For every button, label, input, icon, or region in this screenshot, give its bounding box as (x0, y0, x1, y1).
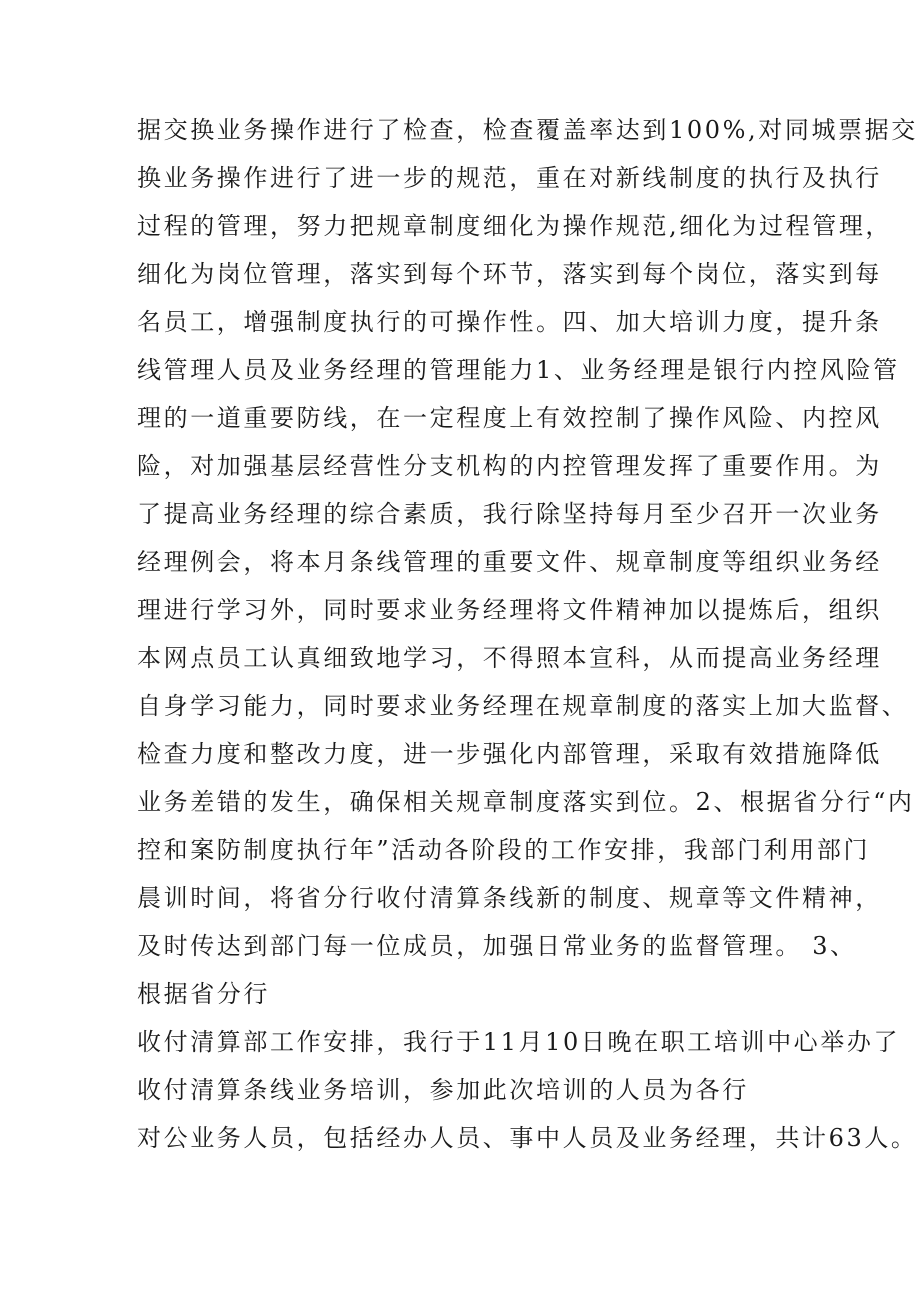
text-line-3: 过程的管理，努力把规章制度细化为操作规范,细化为过程管理， (137, 212, 893, 240)
text-line-11: 理进行学习外，同时要求业务经理将文件精神加以提炼后，组织 (137, 596, 882, 624)
text-line-10: 经理例会，将本月条线管理的重要文件、规章制度等组织业务经 (137, 548, 882, 576)
text-line-17: 晨训时间，将省分行收付清算条线新的制度、规章等文件精神， (137, 884, 882, 912)
text-line-4: 细化为岗位管理，落实到每个环节，落实到每个岗位，落实到每 (137, 260, 882, 288)
text-line-1: 据交换业务操作进行了检查，检查覆盖率达到100%,对同城票据交 (137, 116, 918, 144)
text-line-14: 检查力度和整改力度，进一步强化内部管理，采取有效措施降低 (137, 740, 882, 768)
text-line-6: 线管理人员及业务经理的管理能力1、业务经理是银行内控风险管 (137, 356, 900, 384)
text-line-19: 根据省分行 (137, 980, 270, 1008)
text-line-9: 了提高业务经理的综合素质，我行除坚持每月至少召开一次业务 (137, 500, 882, 528)
text-line-22: 对公业务人员，包括经办人员、事中人员及业务经理，共计63人。 (137, 1124, 918, 1152)
text-line-12: 本网点员工认真细致地学习，不得照本宣科，从而提高业务经理 (137, 644, 882, 672)
text-line-13: 自身学习能力，同时要求业务经理在规章制度的落实上加大监督、 (137, 692, 909, 720)
text-line-21: 收付清算条线业务培训，参加此次培训的人员为各行 (137, 1076, 749, 1104)
text-line-18: 及时传达到部门每一位成员，加强日常业务的监督管理。 3、 (137, 932, 857, 960)
text-line-7: 理的一道重要防线，在一定程度上有效控制了操作风险、内控风 (137, 404, 882, 432)
text-line-16: 控和案防制度执行年”活动各阶段的工作安排，我部门利用部门 (137, 836, 871, 864)
text-line-15: 业务差错的发生，确保相关规章制度落实到位。2、根据省分行“内 (137, 788, 915, 816)
text-line-5: 名员工，增强制度执行的可操作性。四、加大培训力度，提升条 (137, 308, 882, 336)
text-line-20: 收付清算部工作安排，我行于11月10日晚在职工培训中心举办了 (137, 1028, 901, 1056)
text-line-2: 换业务操作进行了进一步的规范，重在对新线制度的执行及执行 (137, 164, 882, 192)
text-line-8: 险，对加强基层经营性分支机构的内控管理发挥了重要作用。为 (137, 452, 882, 480)
